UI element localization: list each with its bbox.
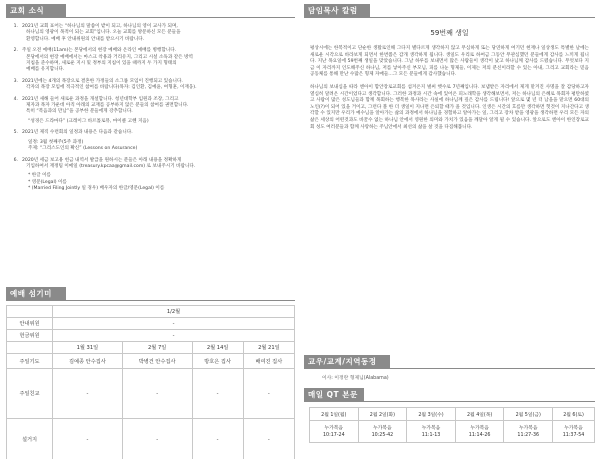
cleanup-cell: -: [53, 419, 123, 459]
date-cell: 1월 31일: [53, 342, 123, 354]
church-news-header: [6, 4, 295, 18]
news-text: 주일 오전 예배(11am)는 본당에서의 현장 예배와 온라인 예배를 병행합니다.: [22, 48, 177, 54]
community-news-item: 이사: 이정란 형제님(Alabama): [322, 376, 389, 381]
offering-label: 헌금위원: [7, 330, 53, 342]
news-bullet: * (Married Filing Jointly 일 경우) 배우자의 한글/영문(Legal) 이름: [28, 186, 165, 192]
qt-day: 2월 5일(금): [504, 408, 553, 421]
news-subtext: 주제: “그리스도인의 확신” (Lessons on Assurance): [28, 146, 138, 152]
news-text: 2021년 제직 수련회의 일정과 내용은 다음과 같습니다.: [22, 130, 133, 136]
community-news-header: [304, 355, 595, 369]
news-subtext: “성경은 드라마다” (크레이그 바르톨로뮤, 마이클 고헨 지음): [28, 118, 149, 124]
qt-day: 2월 3일(수): [407, 408, 456, 421]
news-item: [6, 158, 295, 193]
prayer-cell: 배여진 집사: [243, 354, 294, 369]
column-heading: 59번째 생일: [430, 29, 469, 37]
qt-day: 2월 2일(화): [358, 408, 407, 421]
cleanup-cell: -: [192, 419, 243, 459]
offering-value: -: [53, 330, 295, 342]
lunch-cell: -: [243, 369, 294, 419]
qt-day: 2월 6(토): [553, 408, 595, 421]
pastor-column-title: 담임목사 칼럼: [304, 4, 370, 18]
prayer-label: 주일기도: [7, 354, 53, 369]
news-number: 2.: [13, 48, 18, 54]
empty-cell: [7, 306, 53, 318]
church-news-section: [6, 4, 295, 198]
lunch-label: 주일친교: [7, 369, 53, 419]
worship-table: [6, 305, 295, 459]
news-text: 기입하여서 재정팀 이메일 (treasury.kpcaa@gmail.com) 로 보내주시기 바랍니다.: [26, 163, 196, 169]
qt-verse: 10:17-24: [322, 432, 345, 438]
news-number: 1.: [13, 24, 18, 29]
prayer-cell: 방호은 집사: [192, 354, 243, 369]
cleanup-cell: -: [243, 419, 294, 459]
worship-servants-section: [6, 287, 295, 459]
month-cell: 1/2월: [53, 306, 295, 318]
news-list: [6, 24, 295, 193]
community-news-section: [304, 355, 595, 381]
news-text: 하나님의 영광이 목적이 되는 교회”입니다. 오늘 교회를 방문하신 모든 분들을: [26, 30, 181, 36]
news-text: 본당에서의 현장 예배에서는 마스크 착용과 거리유지, 그리고 시설 소독과 같은 방역: [26, 54, 193, 60]
news-text: 특히 “복음과의 만남”을 공부한 분들에게 강추합니다.: [26, 109, 133, 115]
news-number: 3.: [13, 78, 18, 84]
date-cell: 2월 14일: [192, 342, 243, 354]
lunch-cell: -: [53, 369, 123, 419]
pastor-column-section: [304, 4, 595, 137]
qt-passage: [504, 421, 553, 443]
news-item: [6, 79, 295, 92]
qt-passage: [310, 421, 359, 443]
news-bullet: * 한글 이름: [28, 173, 51, 179]
qt-passage: [553, 421, 595, 443]
news-number: 4.: [13, 96, 18, 102]
lunch-cell: -: [192, 369, 243, 419]
community-news-title: 교우/교계/지역동정: [304, 355, 390, 369]
qt-book: 누가복음: [564, 425, 583, 431]
worship-header: [6, 287, 295, 301]
qt-passage: [407, 421, 456, 443]
column-paragraph: 평상시에는 한복적이고 단순한 생활로인해 그다지 별다르게 생각하지 않고 무심하게 또는 당연하게 여기던 현재나 일상생도 특별한 날에는 새로운 시각으로 바라보게 되면서 한번쯤은 감개 생각하게 됩니다. 생일도 우리로 하여금 그동안 무관심했던 분들에게 감사를 느끼게 됩니다. 지난 목요일에 59번째 생일을 맞았습니다. 그날 하루를 보내면서 많은 사람들이 생각이 났고 하나님께 감사를 드렸습니다. 무엇보다 지금 이 자리까지 인도해주신 하나님, 저를 낳아주신 부모님, 피를 나눈 형제들, 이제는 저의 분신이라할 수 있는 아내, 그리고 교회라는 믿음 공동체를 통해 만난 수많은 형제 자매들…그 모든 분들에게 감사했습니다.: [310, 46, 589, 78]
qt-verse: 11:14-26: [468, 432, 491, 438]
news-text: 제자과 목자 가운데 아직 아래의 교재를 공부하지 않은 분들의 참여를 권면합니다.: [26, 103, 189, 109]
divider: [370, 4, 595, 18]
worship-title: 예배 섬기미: [6, 287, 66, 301]
news-bullet: * 영문(Legal) 이름: [28, 179, 67, 185]
column-body: [304, 28, 595, 131]
empty-cell: [7, 342, 53, 354]
news-text: 환영합니다. 예배 후 안내위원의 안내를 받으시기 바랍니다.: [26, 36, 145, 42]
usher-value: -: [53, 318, 295, 330]
qt-header: [304, 388, 595, 402]
qt-title: 매일 QT 본문: [304, 388, 364, 402]
divider: [66, 4, 295, 18]
news-text: 2021년에는 4개의 목장으로 결혼한 가정들의 소그룹 모임이 진행되고 있습니다.: [22, 78, 183, 84]
qt-day: 2월 4일(목): [455, 408, 504, 421]
prayer-cell: 박병건 안수집사: [122, 354, 192, 369]
news-item: [6, 48, 295, 74]
qt-verse: 10:25-42: [371, 432, 394, 438]
qt-verse: 11:27-36: [517, 432, 540, 438]
cleanup-label: 설거지: [7, 419, 53, 459]
qt-book: 누가복음: [518, 425, 538, 431]
news-text: 2021년 교회 표어는 “하나님의 말씀이 밭이 되고, 하나님의 영이 교사가 되며,: [22, 24, 178, 29]
news-text: 2020년 세금 보고용 헌금 내역서 발급을 원하시는 분들은 아래 내용을 정확하게: [22, 157, 182, 163]
news-number: 6.: [13, 157, 18, 163]
qt-passage: [358, 421, 407, 443]
church-news-title: 교회 소식: [6, 4, 66, 18]
qt-day: 2월 1일(월): [310, 408, 359, 421]
divider: [364, 388, 595, 402]
qt-book: 누가복음: [470, 425, 489, 431]
news-text: 지침을 준수하며, 새로운 지시 및 정부의 지침이 있을 때까지 두 가지 형태의: [26, 61, 177, 67]
qt-passage: [455, 421, 504, 443]
news-text: 각자의 목장 모임에 적극적인 참여를 바랍니다(목자: 김인환, 김예윤, 여형훈, 이재웅).: [26, 85, 197, 91]
qt-book: 누가복음: [373, 425, 392, 431]
qt-verse: 11:37-54: [562, 432, 585, 438]
divider: [66, 287, 295, 301]
cleanup-cell: -: [122, 419, 192, 459]
news-subtext: 일정: 3월 첫째주(5주 과정): [28, 139, 84, 145]
news-text: 2021년 새해 들어 새로운 과정을 개설합니다. 청년대학부 임원과 조장, 그리고: [22, 96, 179, 102]
pastor-column-header: [304, 4, 595, 18]
prayer-cell: 김예종 안수집사: [53, 354, 123, 369]
date-cell: 2월 7일: [122, 342, 192, 354]
news-text: 예배를 유지합니다.: [26, 67, 65, 73]
qt-book: 누가복음: [421, 425, 441, 431]
news-item: [6, 130, 295, 152]
usher-label: 안내위원: [7, 318, 53, 330]
column-text: [310, 46, 589, 131]
qt-book: 누가복음: [324, 425, 344, 431]
divider: [390, 355, 595, 369]
lunch-cell: -: [122, 369, 192, 419]
column-paragraph: 하나님의 보내심을 따라 엔아이 함안장로교회를 섬겨온지 벌써 햇수로 7년째입니다. 보냄받은 자리에서 제게 맡겨진 사명을 잘 감당하고자 열심히 달려온 시간이었다고 생각합니다. 그러한 과정과 시간 속에 있어온 피노래학을 생각해보면서, 저는 하나님의 은혜로 목회자 평탄하였고 사람이 많은 성도님들과 함께 목회하는 행복한 목사라는 사실에 하나님께 깊은 감사를 드립니다! 앞으로 몇 년 더 남을을 맡으면 60대의 노인(?)이 되어 있을 거이고, 그런다 볼 한 더 생일이 지나면 은퇴할 때가 올 것입니다. 인생은 시간의 흐름만 생각하면 헛것이 지나간다고 생각할 수 있지만 우리가 예수님을 알아가는 삶의 과정에서 하나님을 경험하고 알아가는 일, 그리고 장차 받을 영광을 생각하면 우리 모든 자의 삶은 세상의 어떤것과도 바꿀수 없는 하나님 안에서 영원한 의미와 가치가 있음을 깨달아 알게 될 수 있습니다. 앞으로도 엔아이 한인장로교회 성도 여러분들과 함께 사랑하는 주님안에서 최선의 삶을 살 것을 다짐해봅니다.: [310, 84, 589, 130]
news-number: 5.: [13, 130, 18, 136]
news-item: [6, 97, 295, 126]
news-item: [6, 24, 295, 43]
date-cell: 2월 21일: [243, 342, 294, 354]
daily-qt-section: [304, 388, 595, 443]
qt-verse: 11:1-13: [421, 432, 441, 438]
qt-table: [309, 407, 595, 443]
